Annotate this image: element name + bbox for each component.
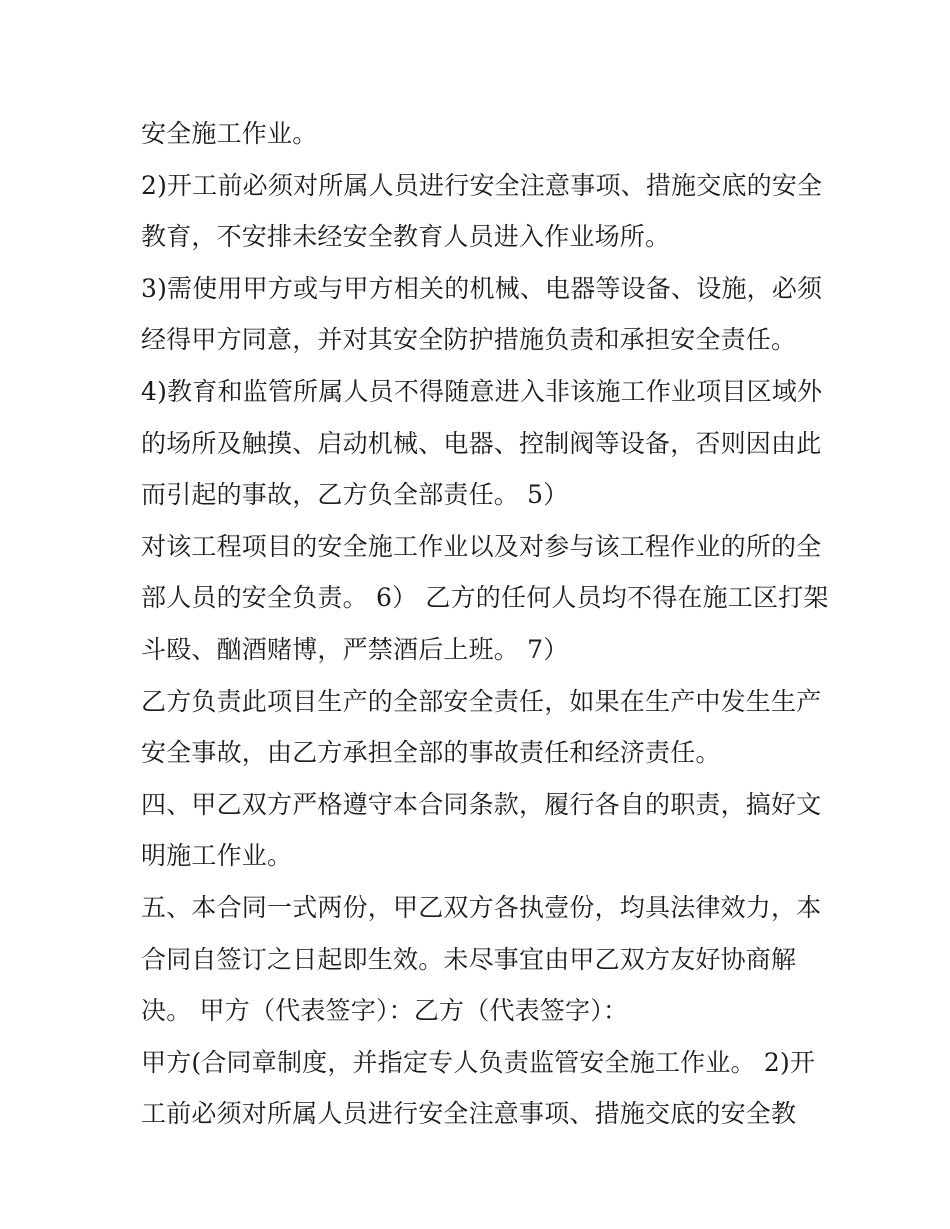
text-line: 部人员的安全负责。 6） 乙方的任何人员均不得在施工区打架 [141,583,829,613]
text-line: 甲方(合同章制度，并指定专人负责监管安全施工作业。 2)开 [141,1047,816,1077]
text-line: 乙方负责此项目生产的全部安全责任，如果在生产中发生生产 [141,686,822,716]
text-line: 教育，不安排未经安全教育人员进入作业场所。 [141,222,671,252]
text-line: 工前必须对所属人员进行安全注意事项、措施交底的安全教 [141,1099,797,1129]
text-line: 经得甲方同意，并对其安全防护措施负责和承担安全责任。 [141,325,797,355]
text-line: 明施工作业。 [141,841,293,871]
text-line: 安全事故，由乙方承担全部的事故责任和经济责任。 [141,738,721,768]
text-line: 安全施工作业。 [141,119,318,148]
text-line: 五、本合同一式两份，甲乙双方各执壹份，均具法律效力，本 [141,892,822,922]
text-line: 决。 甲方（代表签字）：乙方（代表签字）： [141,996,629,1026]
text-line: 的场所及触摸、启动机械、电器、控制阀等设备，否则因由此 [141,428,822,458]
text-line: 四、甲乙双方严格遵守本合同条款，履行各自的职责，搞好文 [141,789,822,819]
text-line: 合同自签订之日起即生效。未尽事宜由甲乙双方友好协商解 [141,944,797,974]
text-line: 而引起的事故，乙方负全部责任。 5） [141,480,569,510]
text-line: 2)开工前必须对所属人员进行安全注意事项、措施交底的安全 [141,170,823,200]
text-line: 4)教育和监管所属人员不得随意进入非该施工作业项目区域外 [141,376,823,406]
text-line: 斗殴、酗酒赌博，严禁酒后上班。 7） [141,634,569,664]
text-line: 对该工程项目的安全施工作业以及对参与该工程作业的所的全 [141,531,822,561]
contract-text-body [141,108,829,1140]
text-line: 3)需使用甲方或与甲方相关的机械、电器等设备、设施，必须 [141,273,823,303]
